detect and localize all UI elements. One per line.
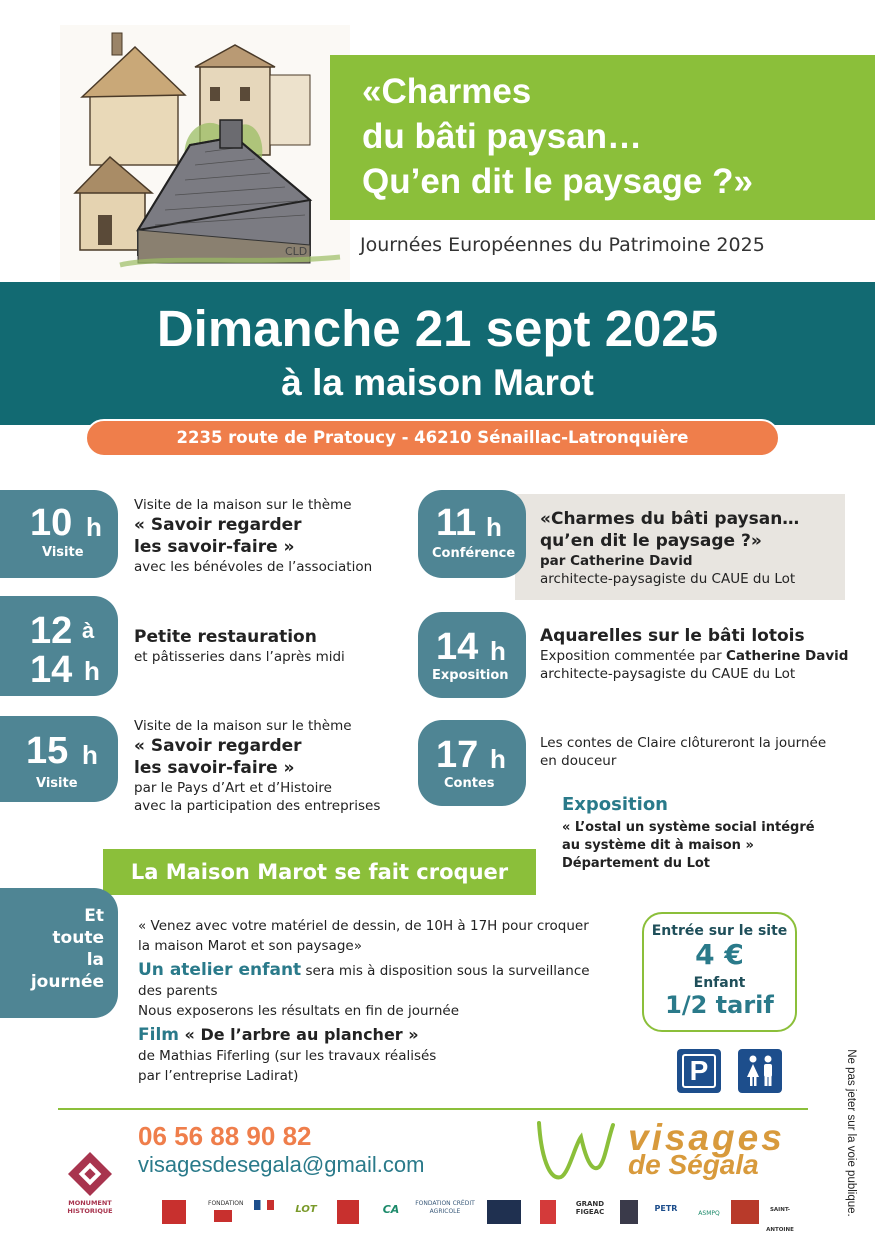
- event-theme: « Savoir regarder: [134, 736, 302, 756]
- monument-historique-label: [52, 1199, 128, 1215]
- croquer-title: La Maison Marot se fait croquer: [130, 860, 509, 884]
- event-17h-text: [540, 734, 826, 770]
- event-title: Aquarelles sur le bâti lotois: [540, 626, 805, 646]
- restroom-icon: [738, 1049, 782, 1093]
- partner-logo: [731, 1200, 759, 1224]
- time-tab-11h: [418, 490, 526, 578]
- time-number: 10: [30, 502, 73, 544]
- brand-name: visages: [628, 1117, 785, 1158]
- partner-logo-ca: CA: [382, 1203, 400, 1216]
- all-day-line: la: [86, 950, 104, 970]
- litter-note: [838, 1040, 864, 1225]
- logo-text: MONUMENT: [68, 1199, 112, 1207]
- title-line-3: Qu’en dit le paysage ?»: [362, 162, 753, 201]
- child-price: 1/2 tarif: [665, 991, 774, 1019]
- partner-logo-asmpq: ASMPQ: [698, 1210, 720, 1217]
- all-day-line: journée: [30, 972, 104, 992]
- event-line-a: Exposition commentée par: [540, 648, 727, 664]
- title-line-2: du bâti paysan…: [362, 117, 643, 156]
- sketch-signature: CLD: [285, 245, 308, 258]
- event-11h-text: [540, 508, 799, 588]
- exposition-details: [562, 819, 815, 873]
- partner-logo-saint-antoine: SAINT-ANTOINE: [766, 1207, 794, 1233]
- partner-logo: [487, 1200, 521, 1224]
- atelier-text: sera mis à disposition sous la surveillance: [301, 963, 590, 979]
- entry-price: 4 €: [695, 938, 744, 971]
- contact-email[interactable]: visagesdesegala@gmail.com: [138, 1152, 425, 1177]
- event-line: Visite de la maison sur le thème: [134, 718, 352, 734]
- price-box: [642, 912, 797, 1032]
- event-line: et pâtisseries dans l’après midi: [134, 649, 345, 665]
- time-separator: à: [82, 618, 95, 643]
- time-number: 14: [436, 626, 479, 668]
- croquer-line: la maison Marot et son paysage»: [138, 938, 362, 954]
- time-label: Visite: [42, 545, 84, 560]
- parking-letter: P: [682, 1054, 716, 1088]
- time-tab-15h: [0, 716, 118, 802]
- event-line: avec la participation des entreprises: [134, 798, 381, 814]
- time-unit: h: [84, 656, 100, 686]
- event-15h-text: [134, 717, 380, 815]
- time-tab-10h: [0, 490, 118, 578]
- atelier-title: Un atelier enfant: [138, 960, 302, 980]
- footer-divider: [58, 1108, 808, 1110]
- event-theme: les savoir-faire »: [134, 537, 295, 557]
- event-theme: « Savoir regarder: [134, 515, 302, 535]
- event-speaker: Catherine David: [726, 648, 849, 664]
- exposition-title: Exposition: [562, 794, 668, 815]
- event-12h-text: [134, 626, 345, 666]
- all-day-line: toute: [52, 928, 104, 948]
- time-label: Conférence: [432, 546, 516, 561]
- time-number: 11: [436, 502, 477, 544]
- event-line: en douceur: [540, 753, 617, 769]
- time-unit: h: [486, 512, 502, 542]
- time-label: Contes: [444, 776, 495, 791]
- event-line: avec les bénévoles de l’association: [134, 559, 373, 575]
- address-text: 2235 route de Pratoucy - 46210 Sénaillac-Latronquière: [176, 428, 689, 447]
- film-line: [138, 1025, 628, 1046]
- time-label: Visite: [36, 776, 78, 791]
- time-number: 17: [436, 734, 479, 776]
- exposition-line: au système dit à maison »: [562, 838, 754, 853]
- time-unit: h: [82, 740, 98, 770]
- event-title: «Charmes du bâti paysan…: [540, 509, 800, 529]
- event-line: architecte-paysagiste du CAUE du Lot: [540, 571, 796, 587]
- film-title: Film: [138, 1025, 179, 1045]
- child-label: Enfant: [693, 975, 746, 991]
- time-tab-17h: [418, 720, 526, 806]
- partner-logo: [620, 1200, 638, 1224]
- litter-note-text: Ne pas jeter sur la voie publique.: [845, 1048, 857, 1217]
- croquer-line: des parents: [138, 983, 218, 999]
- time-unit: h: [490, 636, 506, 666]
- event-speaker: par Catherine David: [540, 553, 693, 569]
- croquer-banner: [103, 849, 536, 895]
- address-pill: [85, 419, 780, 457]
- time-number: 15: [26, 730, 69, 772]
- event-title: qu’en dit le paysage ?»: [540, 531, 762, 551]
- exposition-line: Département du Lot: [562, 856, 711, 871]
- brand-subtitle: de Ségala: [628, 1149, 759, 1180]
- all-day-tab: [0, 888, 118, 1018]
- partner-logo-republique: [254, 1200, 276, 1224]
- partner-logo-occitanie: [337, 1200, 359, 1224]
- time-label: Exposition: [432, 668, 509, 683]
- event-14h-text: [540, 625, 848, 683]
- partner-logo-grand-figeac: GRAND FIGEAC: [575, 1200, 605, 1216]
- event-10h-text: [134, 496, 372, 576]
- event-place: à la maison Marot: [281, 362, 594, 403]
- parking-icon: [677, 1049, 721, 1093]
- event-line: [540, 647, 848, 665]
- entry-label: Entrée sur le site: [651, 923, 788, 939]
- film-line: par l’entreprise Ladirat): [138, 1068, 299, 1084]
- event-title: Petite restauration: [134, 627, 317, 647]
- event-line: Les contes de Claire clôtureront la journée: [540, 735, 827, 751]
- title-block: [330, 55, 875, 220]
- event-theme: les savoir-faire »: [134, 758, 295, 778]
- logo-text: HISTORIQUE: [67, 1207, 113, 1215]
- logo-text: FONDATION: [208, 1200, 244, 1207]
- partner-logo: [162, 1200, 186, 1224]
- exposition-line: « L’ostal un système social intégré: [562, 820, 815, 835]
- event-line: Visite de la maison sur le thème: [134, 497, 352, 513]
- film-name: « De l’arbre au plancher »: [178, 1025, 419, 1044]
- time-tab-12-14h: [0, 596, 118, 696]
- time-unit: h: [86, 512, 102, 542]
- restroom-figures-icon: [738, 1049, 782, 1093]
- event-subtitle: Journées Européennes du Patrimoine 2025: [360, 234, 765, 256]
- time-tab-14h: [418, 612, 526, 698]
- partner-logo-fondation: [208, 1200, 244, 1224]
- date-banner: [0, 282, 875, 425]
- event-line: par le Pays d’Art et d’Histoire: [134, 780, 332, 796]
- event-date: Dimanche 21 sept 2025: [156, 300, 719, 357]
- all-day-line: Et: [84, 906, 104, 926]
- croquer-line: Nous exposerons les résultats en fin de journée: [138, 1003, 460, 1019]
- croquer-line: « Venez avec votre matériel de dessin, de 10H à 17H pour croquer: [138, 918, 589, 934]
- partner-logo: [540, 1200, 556, 1224]
- partner-logo-petr: PETR: [654, 1204, 678, 1213]
- time-number-2: 14: [30, 649, 73, 691]
- house-sketch-illustration: [60, 25, 350, 280]
- contact-phone[interactable]: 06 56 88 90 82: [138, 1121, 312, 1151]
- visages-swoosh-icon: [535, 1115, 615, 1183]
- film-line: de Mathias Fiferling (sur les travaux réalisés: [138, 1048, 437, 1064]
- partner-logo-fondation-ca: FONDATION CRÉDIT AGRICOLE: [415, 1200, 475, 1215]
- atelier-line: [138, 960, 628, 981]
- partner-logo-lot: LOT: [295, 1204, 317, 1215]
- croquer-details: [138, 916, 628, 1086]
- time-number: 12: [30, 610, 73, 652]
- monument-historique-logo-icon: [60, 1150, 120, 1198]
- event-line: architecte-paysagiste du CAUE du Lot: [540, 666, 796, 682]
- title-line-1: «Charmes: [362, 72, 532, 111]
- time-unit: h: [490, 744, 506, 774]
